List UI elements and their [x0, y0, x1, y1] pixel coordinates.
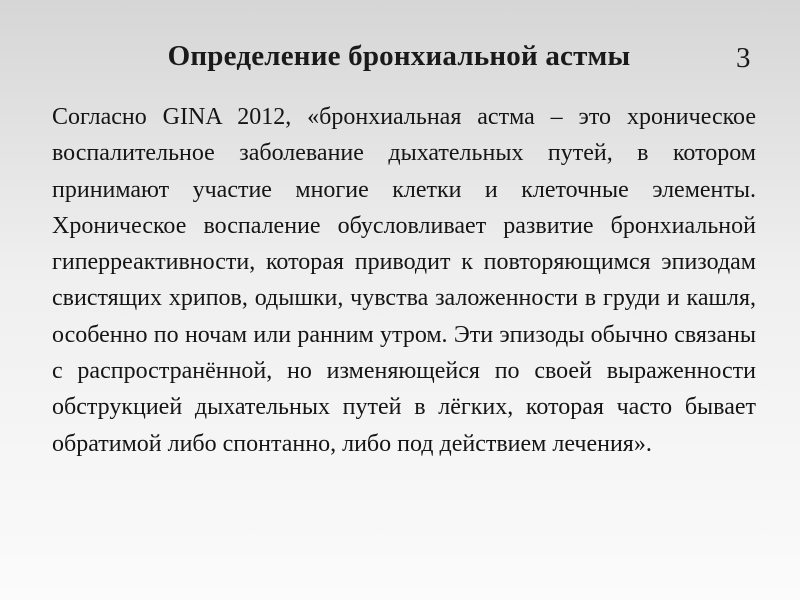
slide-number: 3: [736, 42, 751, 74]
definition-paragraph: Согласно GINA 2012, «бронхиальная астма – это хроническое воспалительное заболевание дыхательных путей, в котором принимают участие многие клетки и клеточные элементы. Хроническое воспаление обусловливает развитие бронхиальной гиперреактивности, которая приводит к повторяющимся эпизодам свистящих хрипов, одышки, чувства заложенности в груди и кашля, особенно по ночам или ранним утром. Эти эпизоды обычно связаны с распространённой, но изменяющейся по своей выраженности обструкцией дыхательных путей в лёгких, которая часто бывает обратимой либо спонтанно, либо под действием лечения».: [52, 104, 756, 457]
slide-title: [0, 36, 800, 76]
slide-title-text: Определение бронхиальной астмы: [167, 40, 631, 72]
